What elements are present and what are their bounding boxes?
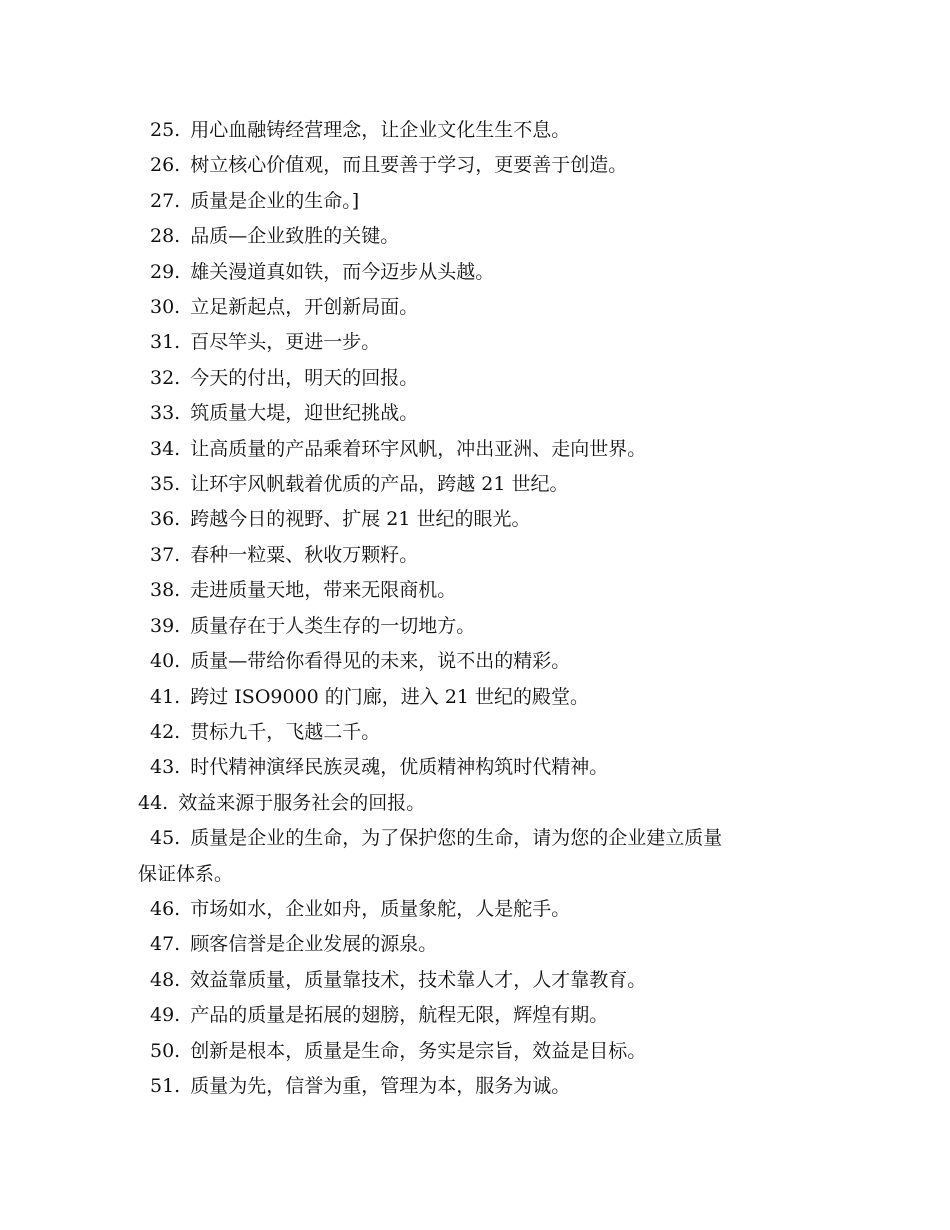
item-number: 36. bbox=[150, 508, 181, 531]
item-number: 32. bbox=[150, 366, 181, 389]
list-item bbox=[138, 219, 838, 254]
item-number: 35. bbox=[150, 473, 181, 496]
item-text: 百尽竿头，更进一步。 bbox=[190, 331, 381, 354]
item-text: 质量为先，信誉为重，管理为本，服务为诚。 bbox=[190, 1074, 571, 1097]
item-text: 今天的付出，明天的回报。 bbox=[190, 366, 419, 389]
item-text: 品质—企业致胜的关键。 bbox=[190, 225, 400, 248]
item-text: 质量—带给你看得见的未来，说不出的精彩。 bbox=[190, 650, 571, 673]
item-text: 质量存在于人类生存的一切地方。 bbox=[190, 614, 476, 637]
item-number: 31. bbox=[150, 331, 181, 354]
list-item bbox=[138, 290, 838, 325]
item-text: 跨过 ISO9000 的门廊，进入 21 世纪的殿堂。 bbox=[190, 685, 590, 708]
item-text-continuation: 保证体系。 bbox=[138, 862, 234, 885]
item-text: 质量是企业的生命，为了保护您的生命，请为您的企业建立质量 bbox=[190, 827, 723, 850]
list-item bbox=[138, 467, 838, 502]
list-item bbox=[138, 538, 838, 573]
list-item bbox=[138, 184, 838, 219]
item-number: 27. bbox=[150, 189, 181, 212]
item-text: 筑质量大堤，迎世纪挑战。 bbox=[190, 402, 419, 425]
list-item bbox=[138, 680, 838, 715]
list-item bbox=[138, 1034, 838, 1069]
item-number: 50. bbox=[150, 1039, 181, 1062]
item-number: 41. bbox=[150, 685, 181, 708]
item-number: 40. bbox=[150, 650, 181, 673]
list-item bbox=[138, 821, 838, 856]
item-number: 44. bbox=[138, 791, 169, 814]
item-text: 贯标九千，飞越二千。 bbox=[190, 720, 381, 743]
item-text: 让环宇风帆载着优质的产品，跨越 21 世纪。 bbox=[190, 473, 569, 496]
item-text: 春种一粒粟、秋收万颗籽。 bbox=[190, 543, 419, 566]
list-item bbox=[138, 113, 838, 148]
item-number: 26. bbox=[150, 154, 181, 177]
item-text: 创新是根本，质量是生命，务实是宗旨，效益是目标。 bbox=[190, 1039, 647, 1062]
item-text: 质量是企业的生命。] bbox=[190, 189, 360, 212]
item-number: 38. bbox=[150, 579, 181, 602]
list-item bbox=[138, 325, 838, 360]
list-item bbox=[138, 502, 838, 537]
item-text: 走进质量天地，带来无限商机。 bbox=[190, 579, 457, 602]
item-text: 雄关漫道真如铁，而今迈步从头越。 bbox=[190, 260, 495, 283]
slogan-list bbox=[138, 113, 838, 1104]
item-number: 25. bbox=[150, 119, 181, 141]
list-item bbox=[138, 750, 838, 785]
list-item bbox=[138, 361, 838, 396]
list-item bbox=[138, 573, 838, 608]
item-number: 37. bbox=[150, 543, 181, 566]
item-number: 45. bbox=[150, 827, 181, 850]
item-text: 用心血融铸经营理念，让企业文化生生不息。 bbox=[190, 119, 571, 141]
list-item bbox=[138, 786, 838, 821]
item-number: 42. bbox=[150, 720, 181, 743]
item-number: 46. bbox=[150, 897, 181, 920]
item-number: 30. bbox=[150, 296, 181, 319]
item-number: 39. bbox=[150, 614, 181, 637]
item-number: 43. bbox=[150, 756, 181, 779]
list-item bbox=[138, 255, 838, 290]
item-number: 29. bbox=[150, 260, 181, 283]
item-text: 让高质量的产品乘着环宇风帆，冲出亚洲、走向世界。 bbox=[190, 437, 647, 460]
item-number: 28. bbox=[150, 225, 181, 248]
item-number: 51. bbox=[150, 1074, 181, 1097]
item-number: 47. bbox=[150, 933, 181, 956]
item-text: 时代精神演绎民族灵魂，优质精神构筑时代精神。 bbox=[190, 756, 609, 779]
item-number: 48. bbox=[150, 968, 181, 991]
item-number: 33. bbox=[150, 402, 181, 425]
list-item bbox=[138, 892, 838, 927]
item-text: 立足新起点，开创新局面。 bbox=[190, 296, 419, 319]
item-text: 产品的质量是拓展的翅膀，航程无限，辉煌有期。 bbox=[190, 1004, 609, 1027]
item-text: 顾客信誉是企业发展的源泉。 bbox=[190, 933, 438, 956]
item-text: 效益靠质量，质量靠技术，技术靠人才，人才靠教育。 bbox=[190, 968, 647, 991]
list-item bbox=[138, 927, 838, 962]
list-item bbox=[138, 432, 838, 467]
item-text: 市场如水，企业如舟，质量象舵，人是舵手。 bbox=[190, 897, 571, 920]
item-text: 树立核心价值观，而且要善于学习，更要善于创造。 bbox=[190, 154, 628, 177]
list-item bbox=[138, 148, 838, 183]
item-text: 效益来源于服务社会的回报。 bbox=[178, 791, 426, 814]
list-item bbox=[138, 609, 838, 644]
list-item bbox=[138, 1069, 838, 1104]
list-item bbox=[138, 644, 838, 679]
list-item bbox=[138, 715, 838, 750]
item-text: 跨越今日的视野、扩展 21 世纪的眼光。 bbox=[190, 508, 531, 531]
list-item bbox=[138, 998, 838, 1033]
list-item bbox=[138, 396, 838, 431]
list-item bbox=[138, 963, 838, 998]
item-number: 34. bbox=[150, 437, 181, 460]
item-number: 49. bbox=[150, 1004, 181, 1027]
list-item-continuation bbox=[138, 857, 838, 892]
